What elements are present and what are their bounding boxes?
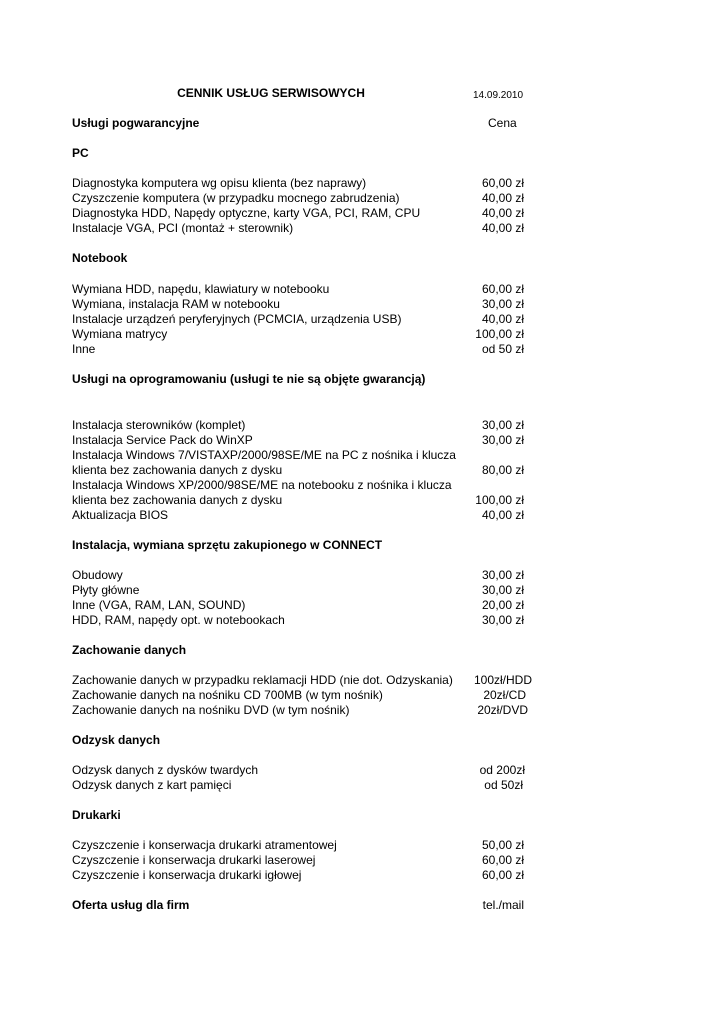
notebook-item-name: Wymiana HDD, napędu, klawiatury w notebooku [72,282,330,296]
software-item-name: Instalacja Service Pack do WinXP [72,433,253,447]
section-heading-recovery: Odzysk danych [72,733,161,747]
printer-item-price: 60,00 zł [481,868,524,882]
software-item-name-line2: klienta bez zachowania danych z dysku [72,463,283,477]
printer-item-name: Czyszczenie i konserwacja drukarki laserowej [72,853,316,867]
software-item-price: 40,00 zł [481,508,524,522]
software-item-price: 80,00 zł [481,463,524,477]
software-item-price: 30,00 zł [481,433,524,447]
hardware-item-price: 20,00 zł [481,598,524,612]
backup-item-name: Zachowanie danych na nośniku CD 700MB (w tym nośnik) [72,688,383,702]
pc-item-name: Czyszczenie komputera (w przypadku mocnego zabrudzenia) [72,191,400,205]
backup-item-name: Zachowanie danych na nośniku DVD (w tym nośnik) [72,703,350,717]
printer-item-name: Czyszczenie i konserwacja drukarki igłowej [72,868,302,882]
hardware-item-name: Inne (VGA, RAM, LAN, SOUND) [72,598,246,612]
software-item-name-line1: Instalacja Windows 7/VISTAXP/2000/98SE/ME na PC z nośnika i klucza [72,448,456,462]
section-heading-notebook: Notebook [72,251,128,265]
section-heading-hardware: Instalacja, wymiana sprzętu zakupionego w CONNECT [72,538,383,552]
backup-item-price: 20zł/CD [483,688,526,702]
price-column-header: Cena [488,116,517,130]
software-item-name-line1: Instalacja Windows XP/2000/98SE/ME na notebooku z nośnika i klucza [72,478,452,492]
hardware-item-name: Płyty główne [72,583,140,597]
section-heading-software: Usługi na oprogramowaniu (usługi te nie są objęte gwarancją) [72,372,426,386]
notebook-item-name: Instalacje urządzeń peryferyjnych (PCMCIA, urządzenia USB) [72,312,402,326]
notebook-item-name: Wymiana matrycy [72,327,168,341]
pc-item-name: Diagnostyka HDD, Napędy optyczne, karty VGA, PCI, RAM, CPU [72,206,421,220]
software-item-price: 100,00 zł [475,493,524,507]
notebook-item-name: Wymiana, instalacja RAM w notebooku [72,297,280,311]
document-date: 14.09.2010 [473,90,524,101]
section-label-pogwarancyjne: Usługi pogwarancyjne [72,116,200,130]
hardware-item-price: 30,00 zł [481,583,524,597]
hardware-item-price: 30,00 zł [481,613,524,627]
software-item-name-line2: klienta bez zachowania danych z dysku [72,493,283,507]
pc-item-price: 40,00 zł [481,206,524,220]
pc-item-name: Instalacje VGA, PCI (montaż + sterownik) [72,221,294,235]
business-contact: tel./mail [482,898,524,912]
notebook-item-price: 30,00 zł [481,297,524,311]
pc-item-price: 40,00 zł [481,191,524,205]
section-heading-business: Oferta usług dla firm [72,898,190,912]
pc-item-price: 60,00 zł [481,176,524,190]
hardware-item-price: 30,00 zł [481,568,524,582]
notebook-item-price: 100,00 zł [475,327,524,341]
notebook-item-price: od 50 zł [481,342,524,356]
software-item-price: 30,00 zł [481,418,524,432]
pc-item-price: 40,00 zł [481,221,524,235]
recovery-item-name: Odzysk danych z dysków twardych [72,763,259,777]
backup-item-name: Zachowanie danych w przypadku reklamacji HDD (nie dot. Odzyskania) [72,673,453,687]
recovery-item-price: od 200zł [479,763,525,777]
hardware-item-name: Obudowy [72,568,123,582]
section-heading-pc: PC [72,146,89,160]
recovery-item-price: od 50zł [484,778,523,792]
printer-item-price: 50,00 zł [481,838,524,852]
software-item-name: Instalacja sterowników (komplet) [72,418,246,432]
software-item-name: Aktualizacja BIOS [72,508,169,522]
section-heading-printers: Drukarki [72,808,121,822]
notebook-item-price: 60,00 zł [481,282,524,296]
recovery-item-name: Odzysk danych z kart pamięci [72,778,232,792]
notebook-item-price: 40,00 zł [481,312,524,326]
printer-item-price: 60,00 zł [481,853,524,867]
printer-item-name: Czyszczenie i konserwacja drukarki atramentowej [72,838,337,852]
backup-item-price: 20zł/DVD [477,703,528,717]
hardware-item-name: HDD, RAM, napędy opt. w notebookach [72,613,285,627]
document-title: CENNIK USŁUG SERWISOWYCH [177,86,365,100]
backup-item-price: 100zł/HDD [473,673,532,687]
notebook-item-name: Inne [72,342,96,356]
pc-item-name: Diagnostyka komputera wg opisu klienta (bez naprawy) [72,176,367,190]
section-heading-backup: Zachowanie danych [72,643,187,657]
